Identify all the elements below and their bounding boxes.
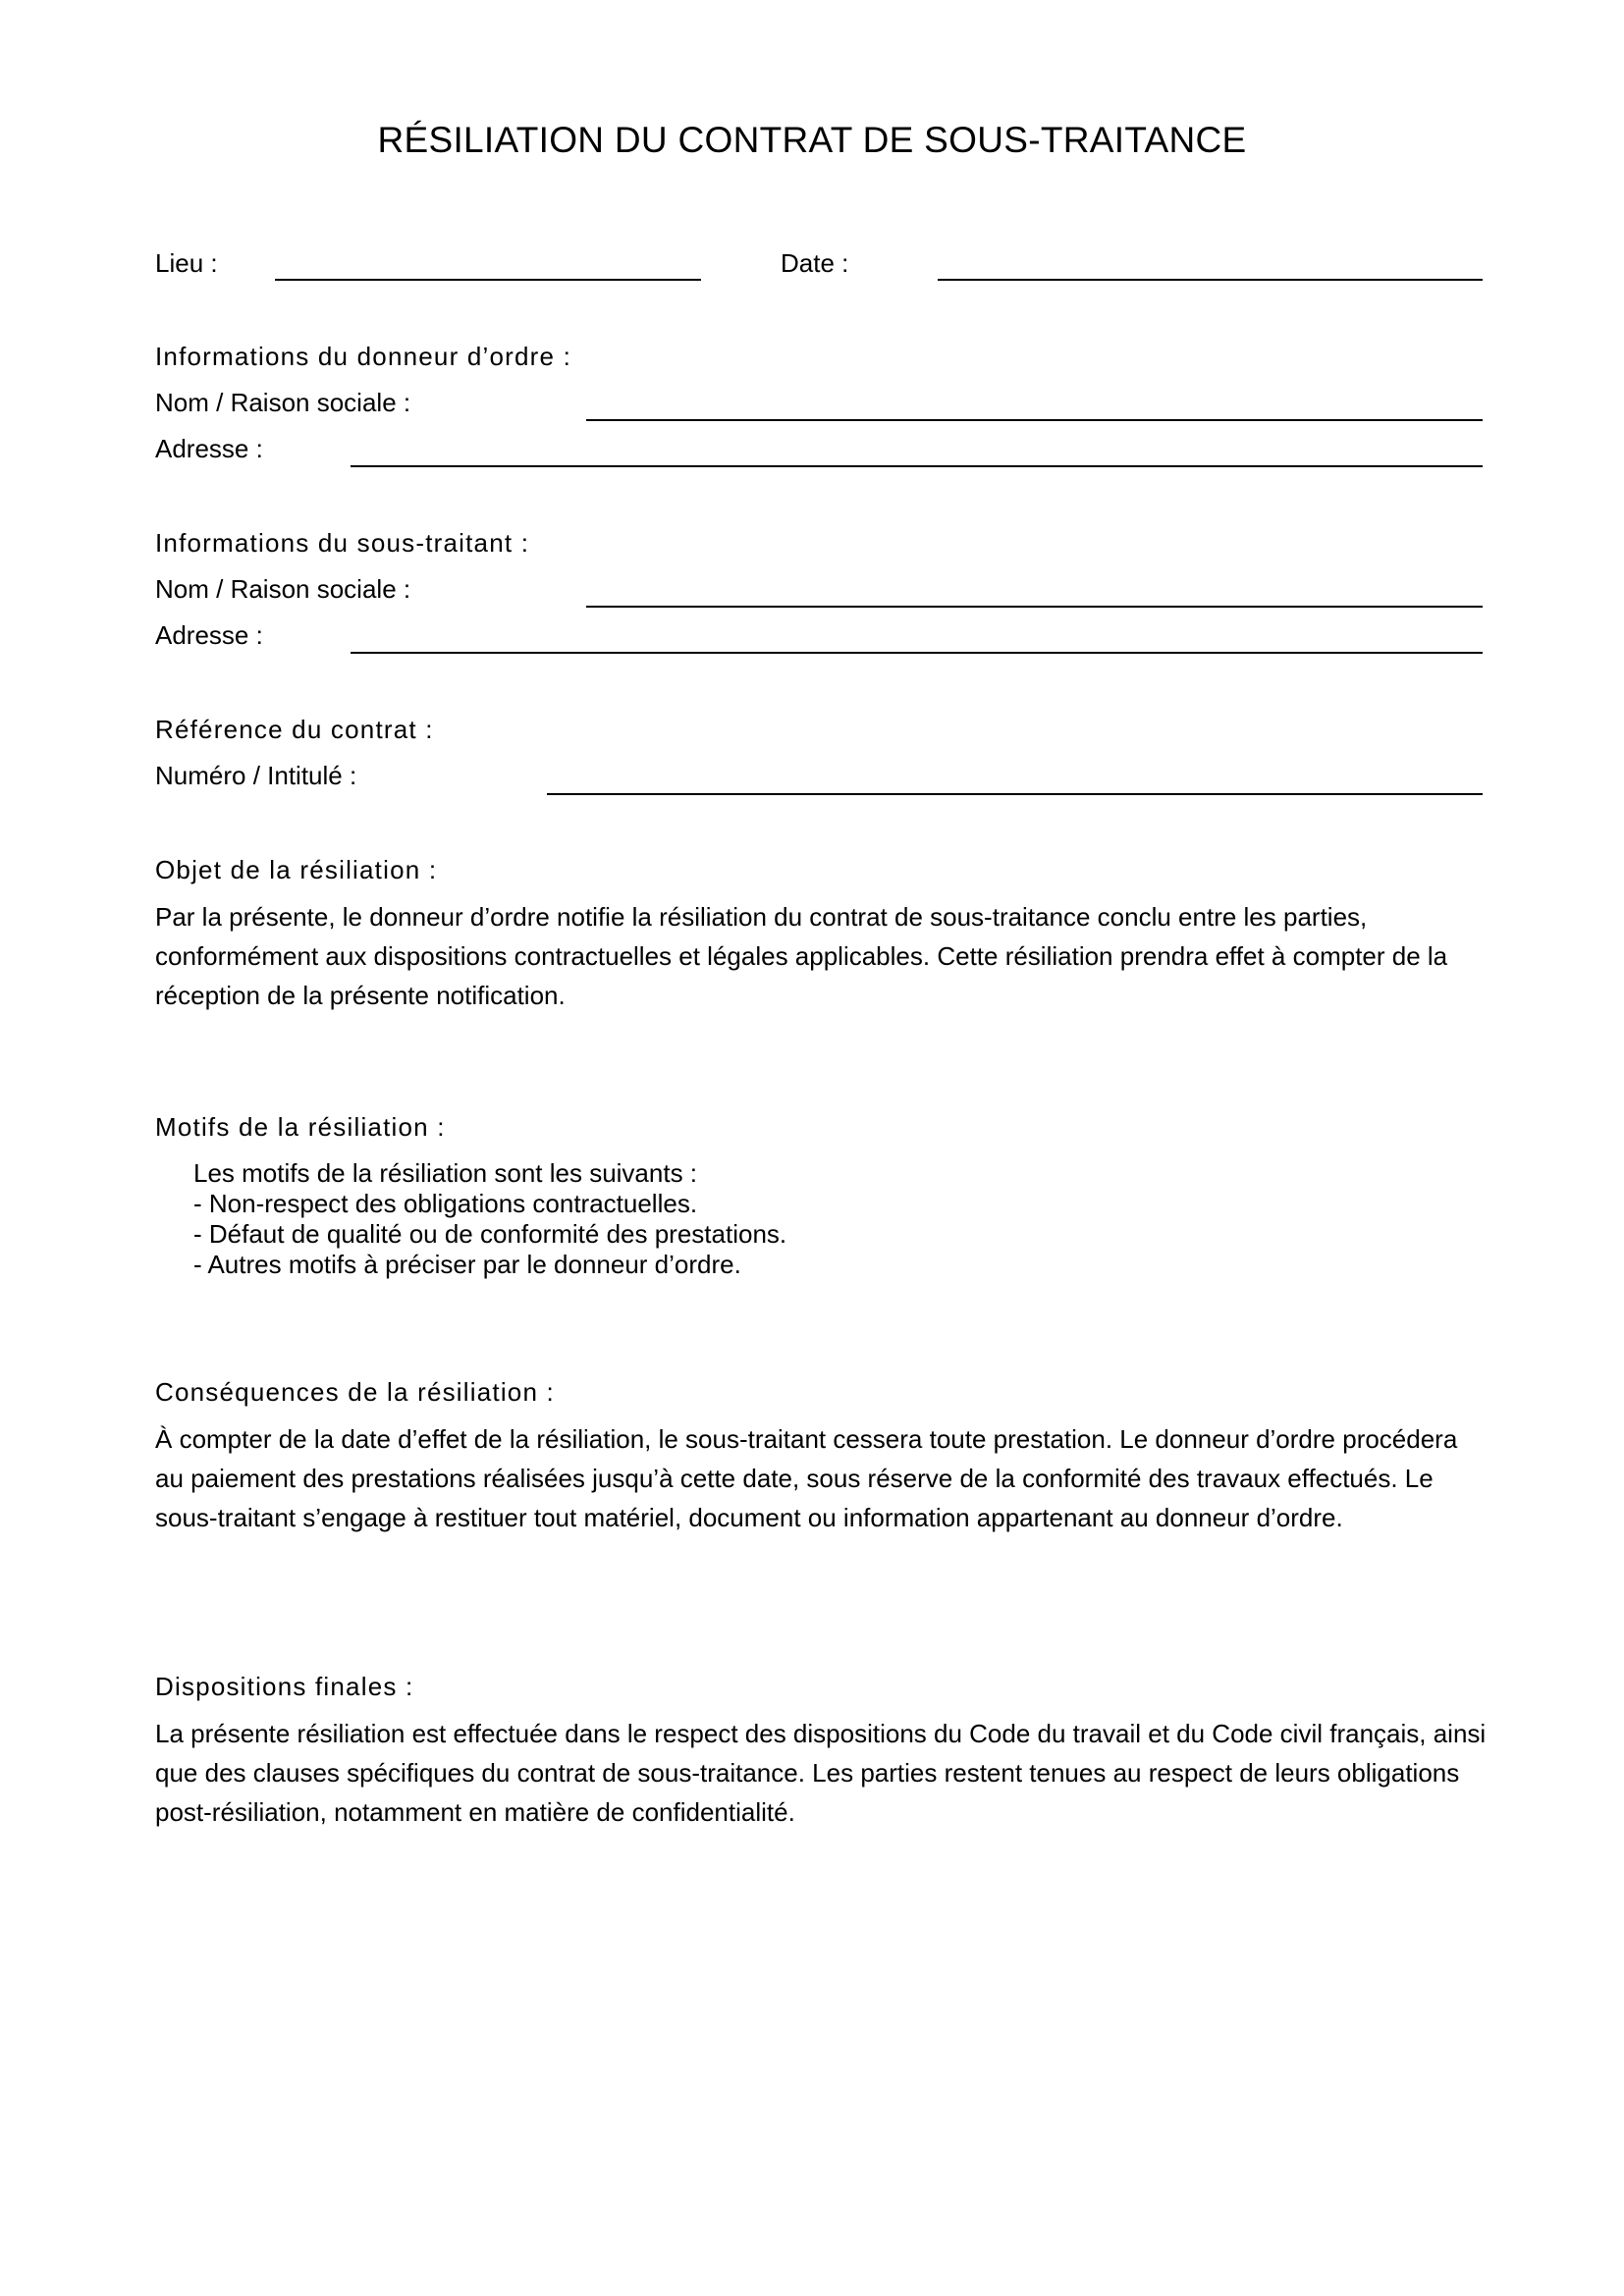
purpose-text: Par la présente, le donneur d’ordre notifie la résiliation du contrat de sous-traitance conclu entre les parties, conformément aux dispositions contractuelles et légales applicables. Cette résiliation prendra effet à compter de la réception de la présente notification. — [155, 902, 1448, 1010]
contract-number-label: Numéro / Intitulé : — [155, 761, 357, 790]
subcontractor-section-heading: Informations du sous-traitant : — [155, 528, 530, 558]
reasons-heading: Motifs de la résiliation : — [155, 1112, 446, 1142]
client-address-field[interactable] — [351, 465, 1483, 467]
reasons-list — [193, 1158, 786, 1280]
client-address-label: Adresse : — [155, 434, 263, 463]
list-item: - Autres motifs à préciser par le donneur d’ordre. — [193, 1250, 741, 1279]
contract-reference-heading: Référence du contrat : — [155, 715, 434, 744]
subcontractor-name-label: Nom / Raison sociale : — [155, 574, 411, 604]
document-title: RÉSILIATION DU CONTRAT DE SOUS-TRAITANCE — [377, 120, 1247, 160]
client-section-heading: Informations du donneur d’ordre : — [155, 342, 572, 371]
client-name-label: Nom / Raison sociale : — [155, 388, 411, 417]
place-label: Lieu : — [155, 248, 218, 278]
subcontractor-address-field[interactable] — [351, 652, 1483, 654]
list-item: - Défaut de qualité ou de conformité des prestations. — [193, 1219, 787, 1249]
client-name-field[interactable] — [586, 419, 1483, 421]
date-label: Date : — [781, 248, 849, 278]
date-field[interactable] — [938, 279, 1483, 281]
purpose-heading: Objet de la résiliation : — [155, 855, 438, 884]
list-item: - Non-respect des obligations contractuelles. — [193, 1189, 698, 1218]
reasons-intro: Les motifs de la résiliation sont les suivants : — [193, 1158, 698, 1188]
final-provisions-heading: Dispositions finales : — [155, 1672, 414, 1701]
consequences-text: À compter de la date d’effet de la résiliation, le sous-traitant cessera toute prestation. Le donneur d’ordre procédera au paiement des prestations réalisées jusqu’à cette date, sous réserve de la conformité des travaux effectués. Le sous-traitant s’engage à restituer tout matériel, document ou information appartenant au donneur d’ordre. — [155, 1424, 1458, 1532]
contract-number-field[interactable] — [547, 793, 1483, 795]
final-provisions-text: La présente résiliation est effectuée dans le respect des dispositions du Code du travail et du Code civil français, ainsi que des clauses spécifiques du contrat de sous-traitance. Les parties restent tenues au respect de leurs obligations post-résiliation, notamment en matière de confidentialité. — [155, 1719, 1487, 1827]
consequences-heading: Conséquences de la résiliation : — [155, 1377, 555, 1407]
place-field[interactable] — [275, 279, 701, 281]
subcontractor-name-field[interactable] — [586, 606, 1483, 608]
subcontractor-address-label: Adresse : — [155, 620, 263, 650]
